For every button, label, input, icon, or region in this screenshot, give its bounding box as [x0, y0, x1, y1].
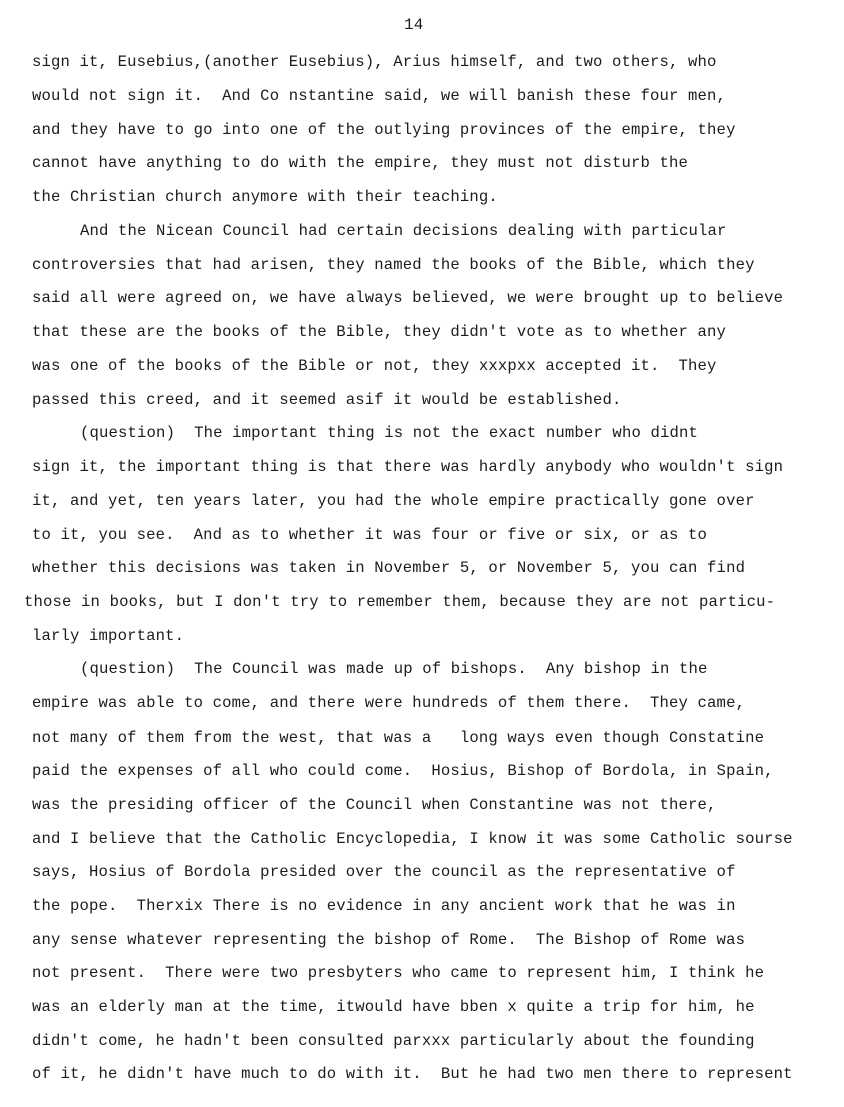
text-line: says, Hosius of Bordola presided over the council as the representative of	[32, 863, 736, 881]
text-line: that these are the books of the Bible, they didn't vote as to whether any	[32, 323, 727, 341]
text-line: larly important.	[32, 627, 185, 645]
text-line: passed this creed, and it seemed asif it would be established.	[32, 391, 622, 409]
text-line: sign it, the important thing is that there was hardly anybody who wouldn't sign	[32, 458, 784, 476]
text-line: of it, he didn't have much to do with it. But he had two men there to represent	[32, 1065, 793, 1083]
text-line: would not sign it. And Co nstantine said, we will banish these four men,	[32, 87, 727, 105]
text-line: and they have to go into one of the outlying provinces of the empire, they	[32, 121, 736, 139]
text-line: the pope. Therxix There is no evidence in any ancient work that he was in	[32, 897, 736, 915]
text-line: was an elderly man at the time, itwould have bben x quite a trip for him, he	[32, 998, 755, 1016]
text-line: not many of them from the west, that was a long ways even though Constatine	[32, 729, 765, 747]
text-line: was the presiding officer of the Council when Constantine was not there,	[32, 796, 717, 814]
text-line: empire was able to come, and there were hundreds of them there. They came,	[32, 694, 746, 712]
text-line: to it, you see. And as to whether it was four or five or six, or as to	[32, 526, 708, 544]
page-number: 14	[404, 16, 424, 34]
text-line: those in books, but I don't try to remember them, because they are not particu-	[24, 593, 776, 611]
text-line: it, and yet, ten years later, you had the whole empire practically gone over	[32, 492, 755, 510]
text-line: cannot have anything to do with the empire, they must not disturb the	[32, 154, 689, 172]
text-line: paid the expenses of all who could come. Hosius, Bishop of Bordola, in Spain,	[32, 762, 774, 780]
text-line: the Christian church anymore with their teaching.	[32, 188, 498, 206]
text-line: And the Nicean Council had certain decisions dealing with particular	[80, 222, 727, 240]
text-line: (question) The Council was made up of bishops. Any bishop in the	[80, 660, 708, 678]
text-line: didn't come, he hadn't been consulted parxxx particularly about the founding	[32, 1032, 755, 1050]
text-line: any sense whatever representing the bishop of Rome. The Bishop of Rome was	[32, 931, 746, 949]
text-line: not present. There were two presbyters who came to represent him, I think he	[32, 964, 765, 982]
text-line: sign it, Eusebius,(another Eusebius), Arius himself, and two others, who	[32, 53, 717, 71]
text-line: (question) The important thing is not the exact number who didnt	[80, 424, 699, 442]
text-line: and I believe that the Catholic Encyclopedia, I know it was some Catholic sourse	[32, 830, 793, 848]
text-line: whether this decisions was taken in November 5, or November 5, you can find	[32, 559, 746, 577]
text-line: said all were agreed on, we have always believed, we were brought up to believe	[32, 289, 784, 307]
text-line: controversies that had arisen, they named the books of the Bible, which they	[32, 256, 755, 274]
text-line: was one of the books of the Bible or not, they xxxpxx accepted it. They	[32, 357, 717, 375]
